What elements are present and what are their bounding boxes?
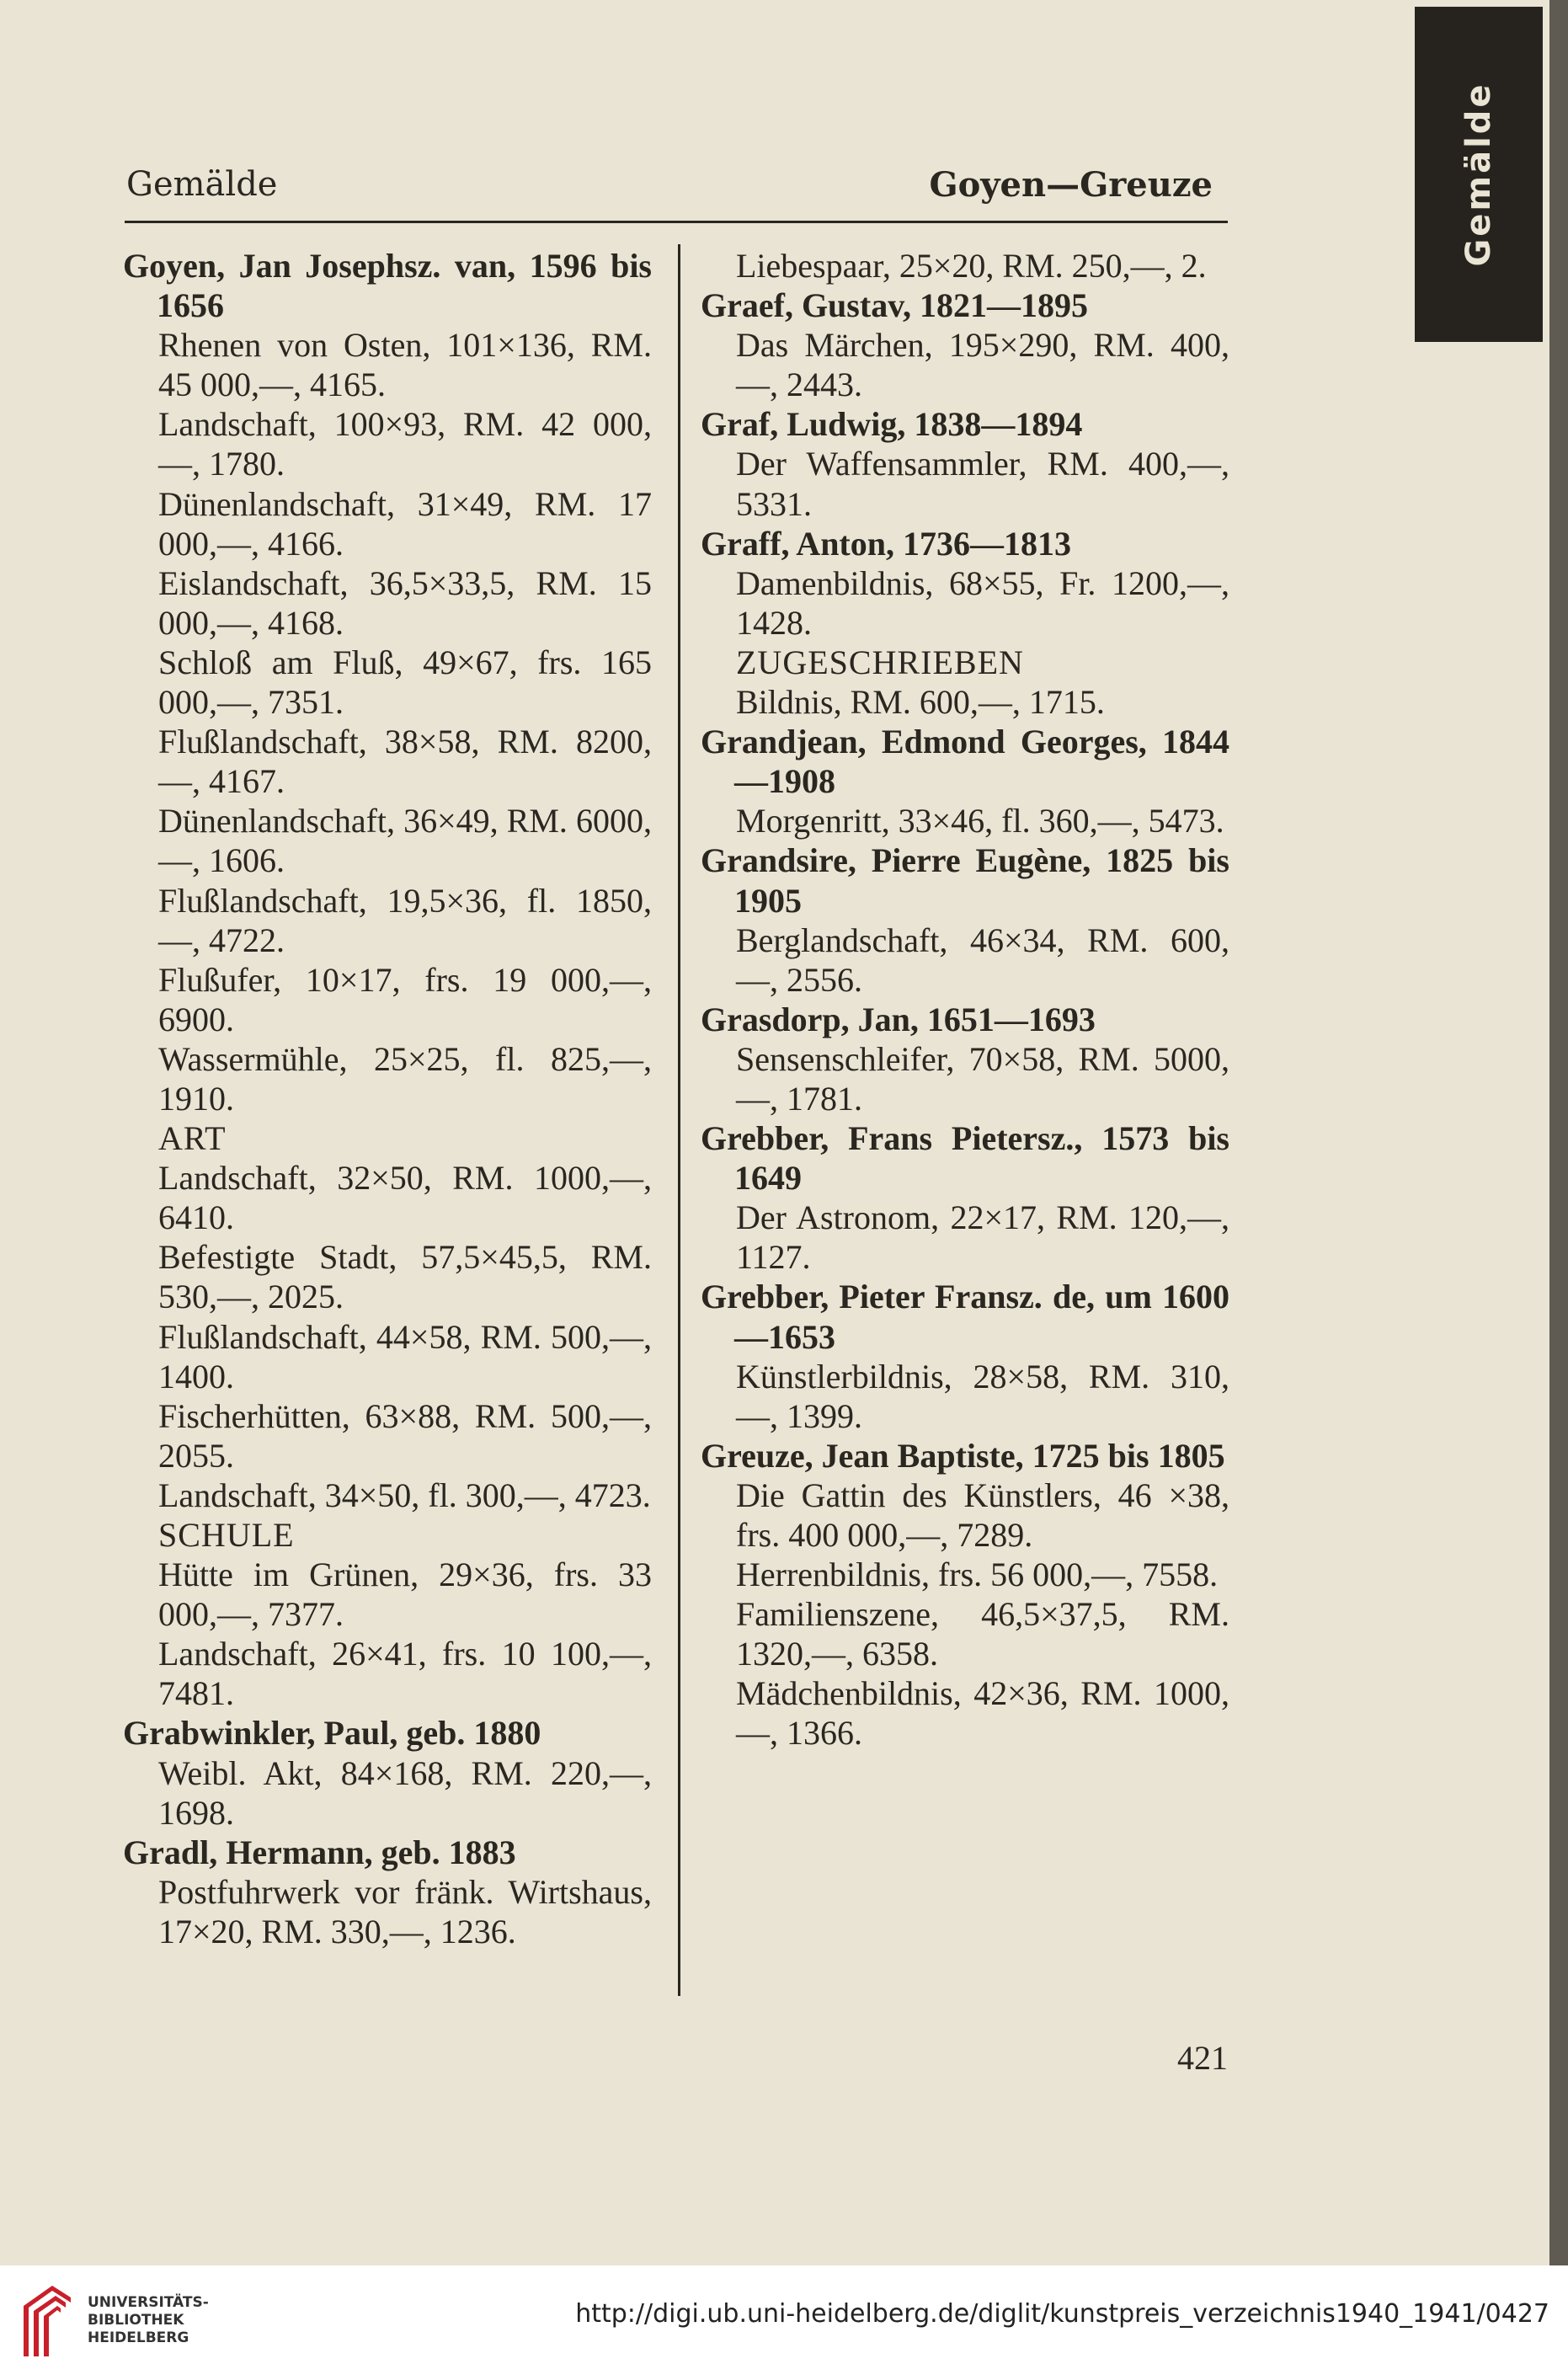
artist-heading: Goyen, Jan Josephsz. van, 1596 bis 1656 [123,247,652,325]
artwork-entry: Künstlerbildnis, 28×58, RM. 310,—, 1399. [736,1357,1229,1435]
artwork-entry: Berglandschaft, 46×34, RM. 600,—, 2556. [736,921,1229,999]
thumb-index-label: Gemälde [1459,82,1498,267]
attribution-heading: ART [158,1119,227,1158]
artwork-entry: Herrenbildnis, frs. 56 000,—, 7558. [736,1556,1219,1594]
viewer-footer [0,2265,1568,2380]
artist-heading: Graf, Ludwig, 1838—1894 [701,405,1083,444]
artwork-entry: Schloß am Fluß, 49×67, frs. 165 000,—, 7351. [158,643,652,722]
artist-heading: Greuze, Jean Baptiste, 1725 bis 1805 [701,1436,1225,1475]
artwork-entry: Sensenschleifer, 70×58, RM. 5000,—, 1781. [736,1039,1229,1118]
artist-heading: Grandjean, Edmond Georges, 1844—1908 [701,723,1229,801]
page-number: 421 [1177,2039,1228,2077]
artwork-entry: Landschaft, 100×93, RM. 42 000,—, 1780. [158,405,652,483]
artwork-entry: Dünenlandschaft, 36×49, RM. 6000,—, 1606. [158,802,652,880]
artwork-entry: Postfuhrwerk vor fränk. Wirtshaus, 17×20, RM. 330,—, 1236. [158,1872,652,1950]
artwork-entry: Der Astronom, 22×17, RM. 120,—, 1127. [736,1198,1229,1277]
artwork-entry: Landschaft, 34×50, fl. 300,—, 4723. [158,1475,651,1514]
artwork-entry: Mädchenbildnis, 42×36, RM. 1000,—, 1366. [736,1674,1229,1753]
left-column [123,246,652,1951]
artwork-entry: Die Gattin des Künstlers, 46 ×38, frs. 400 000,—, 7289. [736,1475,1229,1554]
library-name-line: HEIDELBERG [88,2329,189,2346]
library-name [88,2294,209,2347]
artwork-entry: Bildnis, RM. 600,—, 1715. [736,683,1105,722]
artist-heading: Grebber, Pieter Fransz. de, um 1600—1653 [701,1278,1229,1356]
artwork-entry: Damenbildnis, 68×55, Fr. 1200,—, 1428. [736,563,1229,642]
attribution-heading: SCHULE [158,1516,295,1554]
artwork-entry: Befestigte Stadt, 57,5×45,5, RM. 530,—, 2025. [158,1238,652,1316]
right-column [701,246,1229,1753]
artist-heading: Graef, Gustav, 1821—1895 [701,286,1088,325]
library-name-line: BIBLIOTHEK [88,2312,184,2329]
artwork-entry: Morgenritt, 33×46, fl. 360,—, 5473. [736,802,1224,840]
artwork-entry: Landschaft, 26×41, frs. 10 100,—, 7481. [158,1635,652,1713]
artist-heading: Grebber, Frans Pietersz., 1573 bis 1649 [701,1119,1229,1198]
artwork-entry: Wassermühle, 25×25, fl. 825,—, 1910. [158,1039,652,1118]
artist-heading: Graff, Anton, 1736—1813 [701,524,1071,563]
artwork-entry: Das Märchen, 195×290, RM. 400,—, 2443. [736,326,1229,404]
attribution-heading: ZUGESCHRIEBEN [736,643,1024,681]
artwork-entry: Der Waffensammler, RM. 400,—, 5331. [736,445,1229,523]
page-edge [1549,0,1568,2265]
artwork-entry: Dünenlandschaft, 31×49, RM. 17 000,—, 4166. [158,484,652,563]
thumb-index-tab [1415,7,1543,342]
library-logo-icon [19,2281,76,2361]
artist-heading: Grabwinkler, Paul, geb. 1880 [123,1714,541,1753]
artwork-entry: Flußufer, 10×17, frs. 19 000,—, 6900. [158,960,652,1038]
running-header-left: Gemälde [126,165,278,204]
artwork-entry: Rhenen von Osten, 101×136, RM. 45 000,—, 4165. [158,326,652,404]
artwork-entry: Flußlandschaft, 44×58, RM. 500,—, 1400. [158,1317,652,1395]
source-url-link[interactable]: http://digi.ub.uni-heidelberg.de/diglit/kunstpreis_verzeichnis1940_1941/0427 [575,2299,1549,2329]
artwork-entry: Hütte im Grünen, 29×36, frs. 33 000,—, 7377. [158,1556,652,1634]
artwork-entry: Landschaft, 32×50, RM. 1000,—, 6410. [158,1159,652,1237]
artwork-entry: Eislandschaft, 36,5×33,5, RM. 15 000,—, 4168. [158,563,652,642]
artist-heading: Grandsire, Pierre Eugène, 1825 bis 1905 [701,841,1229,920]
artwork-entry: Flußlandschaft, 19,5×36, fl. 1850,—, 4722. [158,881,652,959]
library-name-line: UNIVERSITÄTS- [88,2294,209,2311]
artist-heading: Gradl, Hermann, geb. 1883 [123,1833,516,1871]
artwork-entry: Flußlandschaft, 38×58, RM. 8200,—, 4167. [158,723,652,801]
header-rule [125,221,1228,223]
running-header-right: Goyen—Greuze [929,165,1213,205]
artist-heading: Grasdorp, Jan, 1651—1693 [701,1000,1096,1038]
column-divider [678,244,680,1996]
artwork-entry: Familienszene, 46,5×37,5, RM. 1320,—, 6358. [736,1595,1229,1673]
artwork-entry: Liebespaar, 25×20, RM. 250,—, 2. [736,247,1207,285]
artwork-entry: Fischerhütten, 63×88, RM. 500,—, 2055. [158,1396,652,1475]
artwork-entry: Weibl. Akt, 84×168, RM. 220,—, 1698. [158,1753,652,1832]
